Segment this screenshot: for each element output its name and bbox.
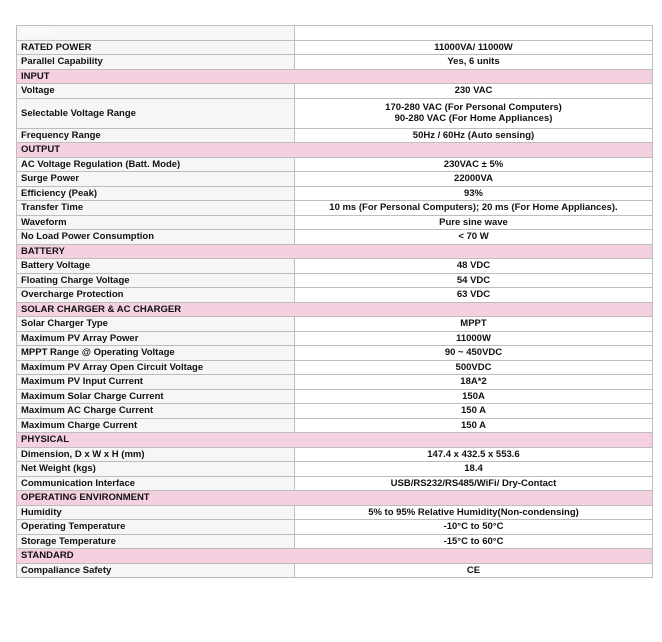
table-row: [17, 55, 653, 70]
row-label: Maximum PV Array Open Circuit Voltage: [17, 360, 295, 375]
section-header-physical: [17, 433, 653, 448]
row-value: 5% to 95% Relative Humidity(Non-condensing): [295, 505, 653, 520]
row-label: RATED POWER: [17, 40, 295, 55]
table-row: [17, 98, 653, 128]
row-label: AC Voltage Regulation (Batt. Mode): [17, 157, 295, 172]
row-value: 50Hz / 60Hz (Auto sensing): [295, 128, 653, 143]
row-label: Humidity: [17, 505, 295, 520]
section-title: BATTERY: [17, 244, 653, 259]
table-row: [17, 186, 653, 201]
table-row: [17, 128, 653, 143]
row-value: USB/RS232/RS485/WiFi/ Dry-Contact: [295, 476, 653, 491]
row-value: -10°C to 50°C: [295, 520, 653, 535]
row-label: Maximum Solar Charge Current: [17, 389, 295, 404]
row-label: Battery Voltage: [17, 259, 295, 274]
table-row: [17, 201, 653, 216]
section-header-output: [17, 143, 653, 158]
row-value: 230VAC ± 5%: [295, 157, 653, 172]
section-header-standard: [17, 549, 653, 564]
section-header-operating-environment: [17, 491, 653, 506]
row-label: No Load Power Consumption: [17, 230, 295, 245]
model-header-row: [17, 26, 653, 41]
row-value: Yes, 6 units: [295, 55, 653, 70]
model-header-value: 11KW: [295, 26, 653, 41]
row-value: 54 VDC: [295, 273, 653, 288]
row-label: Efficiency (Peak): [17, 186, 295, 201]
section-title: OUTPUT: [17, 143, 653, 158]
row-value: 93%: [295, 186, 653, 201]
row-value: 63 VDC: [295, 288, 653, 303]
table-row: [17, 476, 653, 491]
row-value: 150A: [295, 389, 653, 404]
section-title: INPUT: [17, 69, 653, 84]
row-value: 10 ms (For Personal Computers); 20 ms (For Home Appliances).: [295, 201, 653, 216]
row-value: 18A*2: [295, 375, 653, 390]
row-label: Communication Interface: [17, 476, 295, 491]
row-value: 150 A: [295, 404, 653, 419]
table-row: [17, 215, 653, 230]
row-value: 11000W: [295, 331, 653, 346]
row-label: Frequency Range: [17, 128, 295, 143]
table-row: [17, 40, 653, 55]
row-value: MPPT: [295, 317, 653, 332]
row-label: Net Weight (kgs): [17, 462, 295, 477]
table-row: [17, 563, 653, 578]
row-label: Overcharge Protection: [17, 288, 295, 303]
table-row: [17, 346, 653, 361]
table-row: [17, 288, 653, 303]
row-value: CE: [295, 563, 653, 578]
row-value: < 70 W: [295, 230, 653, 245]
row-value: 11000VA/ 11000W: [295, 40, 653, 55]
table-row: [17, 389, 653, 404]
row-value: 48 VDC: [295, 259, 653, 274]
row-label: Storage Temperature: [17, 534, 295, 549]
section-header-battery: [17, 244, 653, 259]
section-title: SOLAR CHARGER & AC CHARGER: [17, 302, 653, 317]
row-value-multiline: [295, 98, 653, 128]
row-label: MPPT Range @ Operating Voltage: [17, 346, 295, 361]
table-row: [17, 360, 653, 375]
row-label: Dimension, D x W x H (mm): [17, 447, 295, 462]
row-label: Floating Charge Voltage: [17, 273, 295, 288]
row-value: 147.4 x 432.5 x 553.6: [295, 447, 653, 462]
row-label: Selectable Voltage Range: [17, 98, 295, 128]
row-label: Waveform: [17, 215, 295, 230]
row-label: Parallel Capability: [17, 55, 295, 70]
row-value: 150 A: [295, 418, 653, 433]
table-row: [17, 462, 653, 477]
row-value: 22000VA: [295, 172, 653, 187]
table-row: [17, 375, 653, 390]
section-title: STANDARD: [17, 549, 653, 564]
row-label: Solar Charger Type: [17, 317, 295, 332]
row-value: 18.4: [295, 462, 653, 477]
row-label: Operating Temperature: [17, 520, 295, 535]
table-row: [17, 505, 653, 520]
row-label: Compaliance Safety: [17, 563, 295, 578]
row-value-line: 170-280 VAC (For Personal Computers): [385, 102, 562, 113]
row-label: Voltage: [17, 84, 295, 99]
section-title: OPERATING ENVIRONMENT: [17, 491, 653, 506]
row-value: 90 ~ 450VDC: [295, 346, 653, 361]
spec-table: [16, 25, 653, 578]
table-row: [17, 404, 653, 419]
row-value: 500VDC: [295, 360, 653, 375]
section-title: PHYSICAL: [17, 433, 653, 448]
table-row: [17, 520, 653, 535]
table-row: [17, 230, 653, 245]
row-label: Maximum Charge Current: [17, 418, 295, 433]
table-row: [17, 331, 653, 346]
model-header-label: MODEL: [17, 26, 295, 41]
table-row: [17, 84, 653, 99]
section-header-input: [17, 69, 653, 84]
row-label: Maximum AC Charge Current: [17, 404, 295, 419]
row-value-line: 90-280 VAC (For Home Appliances): [394, 113, 553, 124]
row-value: Pure sine wave: [295, 215, 653, 230]
table-row: [17, 534, 653, 549]
row-label: Surge Power: [17, 172, 295, 187]
table-row: [17, 273, 653, 288]
table-row: [17, 317, 653, 332]
table-row: [17, 418, 653, 433]
row-label: Maximum PV Input Current: [17, 375, 295, 390]
row-value: -15°C to 60°C: [295, 534, 653, 549]
table-row: [17, 157, 653, 172]
row-label: Maximum PV Array Power: [17, 331, 295, 346]
row-value: 230 VAC: [295, 84, 653, 99]
table-row: [17, 447, 653, 462]
table-row: [17, 172, 653, 187]
row-label: Transfer Time: [17, 201, 295, 216]
section-header-solar-charger: [17, 302, 653, 317]
table-row: [17, 259, 653, 274]
